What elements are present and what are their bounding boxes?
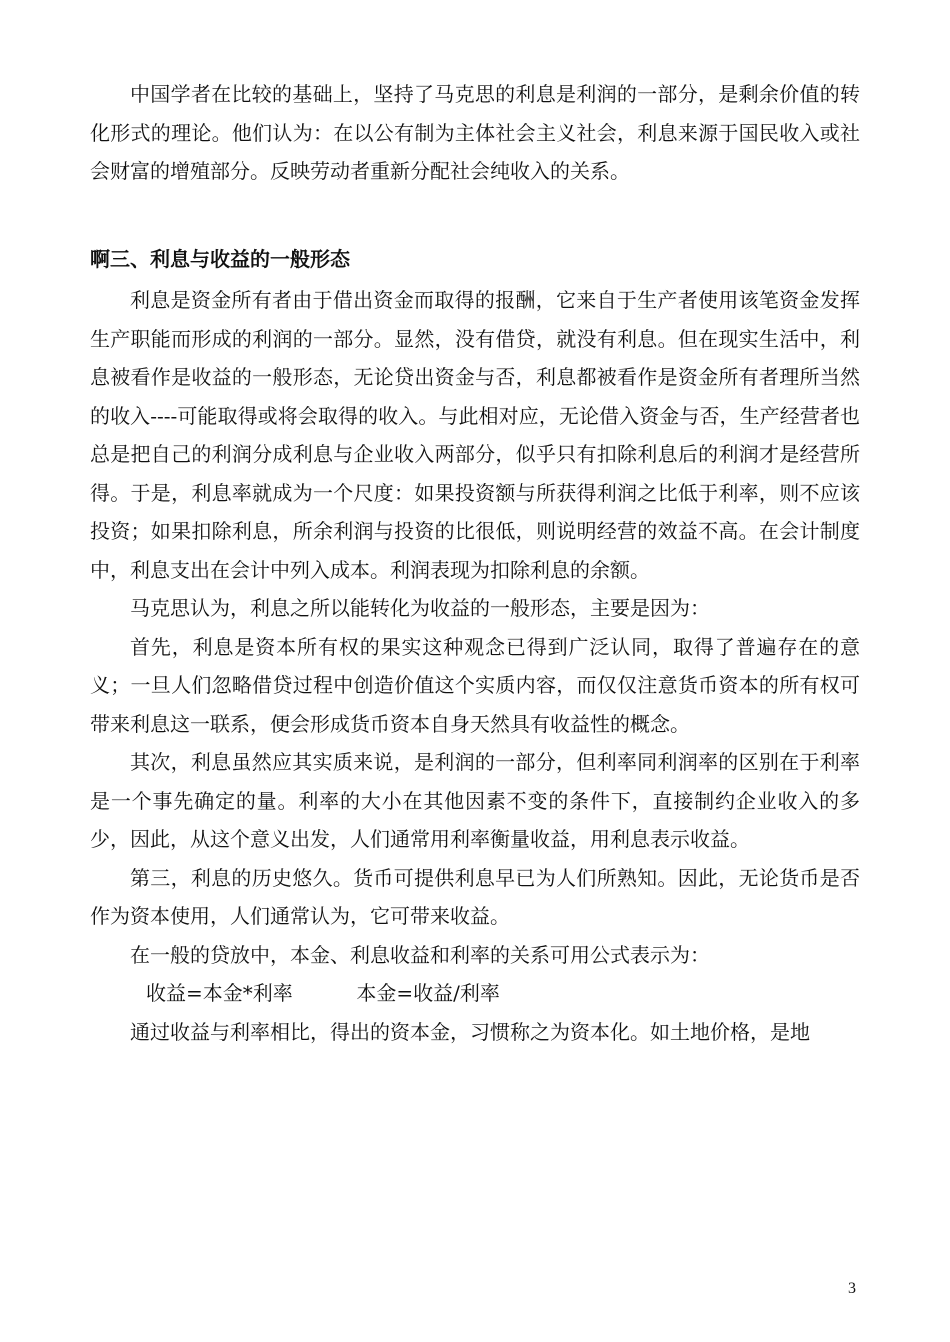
formula-line xyxy=(90,974,860,1013)
body-paragraph: 在一般的贷放中，本金、利息收益和利率的关系可用公式表示为： xyxy=(130,942,710,967)
body-paragraph: 利息是资金所有者由于借出资金而取得的报酬，它来自于生产者使用该笔资金发挥生产职能而形成的利润的一部分。显然，没有借贷，就没有利息。但在现实生活中，利息被看作是收益的一般形态，无论贷出资金与否，利息都被看作是资金所有者理所当然的收入----可能取得或将会取得的收入。与此相对应，无论借入资金与否，生产经营者也总是把自己的利润分成利息与企业收入两部分，似乎只有扣除利息后的利润才是经营所得。于是，利息率就成为一个尺度：如果投资额与所获得利润之比低于利率，则不应该投资；如果扣除利息，所余利润与投资的比很低，则说明经营的效益不高。在会计制度中，利息支出在会计中列入成本。利润表现为扣除利息的余额。 xyxy=(90,288,860,582)
section-heading: 啊三、利息与收益的一般形态 xyxy=(90,247,350,271)
body-paragraph: 首先，利息是资本所有权的果实这种观念已得到广泛认同，取得了普遍存在的意义；一旦人们忽略借贷过程中创造价值这个实质内容，而仅仅注意货币资本的所有权可带来利息这一联系，便会形成货币资本自身天然具有收益性的概念。 xyxy=(90,634,860,736)
formula-principal: 本金=收益/利率 xyxy=(356,981,500,1005)
page-number: 3 xyxy=(848,1280,856,1297)
body-paragraph: 通过收益与利率相比，得出的资本金，习惯称之为资本化。如土地价格，是地 xyxy=(130,1019,810,1044)
body-paragraph: 马克思认为，利息之所以能转化为收益的一般形态，主要是因为： xyxy=(130,596,710,620)
formula-income: 收益=本金*利率 xyxy=(146,981,293,1005)
body-paragraph: 其次，利息虽然应其实质来说，是利润的一部分，但利率同利润率的区别在于利率是一个事先确定的量。利率的大小在其他因素不变的条件下，直接制约企业收入的多少，因此，从这个意义出发，人们通常用利率衡量收益，用利息表示收益。 xyxy=(90,750,860,851)
intro-paragraph: 中国学者在比较的基础上，坚持了马克思的利息是利润的一部分，是剩余价值的转化形式的理论。他们认为：在以公有制为主体社会主义社会，利息来源于国民收入或社会财富的增殖部分。反映劳动者重新分配社会纯收入的关系。 xyxy=(90,82,860,183)
intro-block xyxy=(90,75,860,191)
section-body xyxy=(90,281,860,1051)
body-paragraph: 第三，利息的历史悠久。货币可提供利息早已为人们所熟知。因此，无论货币是否作为资本使用，人们通常认为，它可带来收益。 xyxy=(90,865,860,928)
